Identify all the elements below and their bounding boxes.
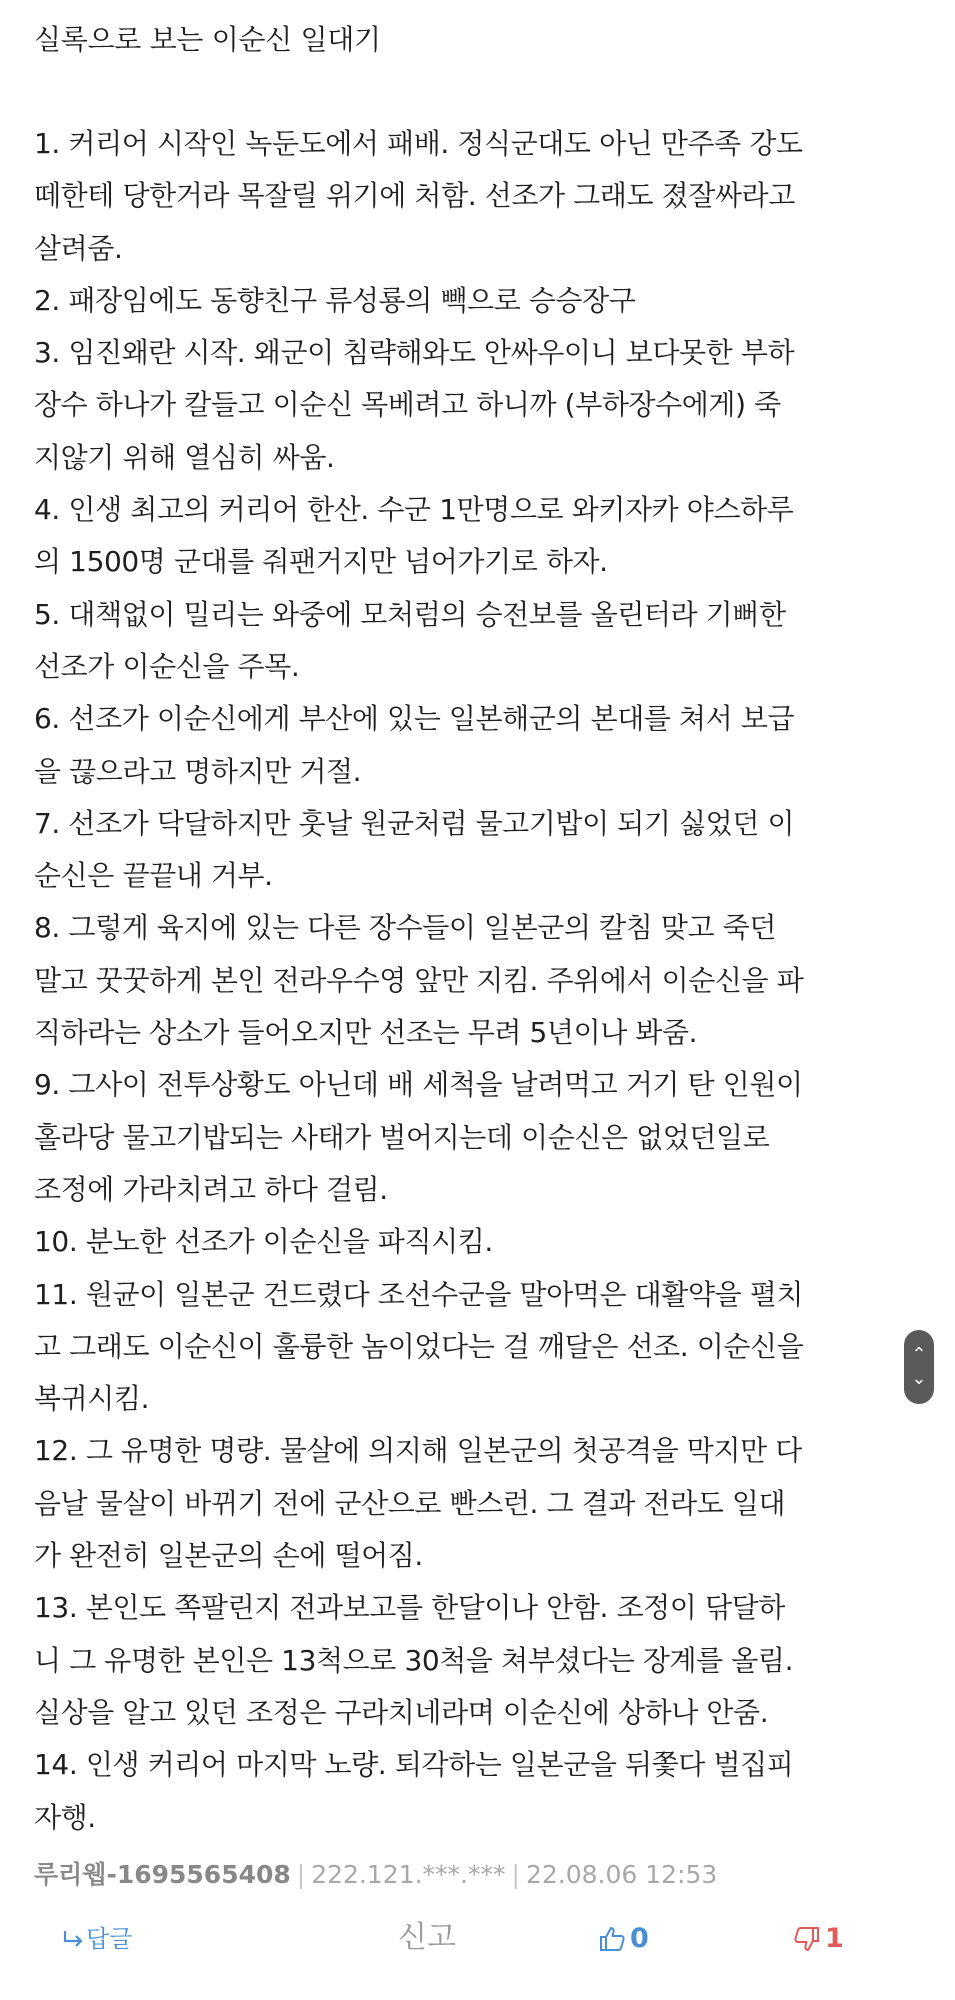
comment-meta bbox=[34, 1857, 914, 1893]
chevron-down-icon[interactable]: ⌄ bbox=[911, 1368, 927, 1389]
body-line: 9. 그사이 전투상황도 아닌데 배 세척을 날려먹고 거기 탄 인원이 bbox=[34, 1068, 803, 1102]
meta-divider: | bbox=[296, 1860, 306, 1889]
body-line: 1. 커리어 시작인 녹둔도에서 패배. 정식군대도 아닌 만주족 강도 bbox=[34, 127, 803, 160]
body-line: 니 그 유명한 본인은 13척으로 30척을 쳐부셨다는 장계를 올림. bbox=[34, 1643, 794, 1677]
body-line: 말고 꿋꿋하게 본인 전라우수영 앞만 지킴. 주위에서 이순신을 파 bbox=[34, 963, 804, 997]
blank-line bbox=[34, 66, 924, 118]
body-line: 순신은 끝끝내 거부. bbox=[34, 859, 273, 893]
body-line: 의 1500명 군대를 줘팬거지만 넘어가기로 하자. bbox=[34, 545, 608, 579]
ip-address: 222.121.***.*** bbox=[311, 1860, 506, 1889]
reply-arrow-icon bbox=[62, 1929, 84, 1949]
body-line: 7. 선조가 닥달하지만 훗날 원균처럼 물고기밥이 되기 싫었던 이 bbox=[34, 806, 795, 840]
body-line: 을 끊으라고 명하지만 거절. bbox=[34, 754, 362, 788]
body-line: 3. 임진왜란 시작. 왜군이 침략해와도 안싸우이니 보다못한 부하 bbox=[34, 336, 795, 370]
reply-label: 답글 bbox=[86, 1925, 133, 1953]
body-line: 직하라는 상소가 들어오지만 선조는 무려 5년이나 봐줌. bbox=[34, 1016, 698, 1050]
thumbs-down-icon bbox=[793, 1925, 821, 1953]
body-line: 12. 그 유명한 명량. 물살에 의지해 일본군의 첫공격을 막지만 다 bbox=[34, 1434, 802, 1468]
body-line: 11. 원균이 일본군 건드렸다 조선수군을 말아먹은 대활약을 펼치 bbox=[34, 1277, 804, 1311]
body-line: 조정에 가라치려고 하다 걸림. bbox=[34, 1172, 388, 1206]
body-line: 6. 선조가 이순신에게 부산에 있는 일본해군의 본대를 쳐서 보급 bbox=[34, 702, 795, 736]
body-line: 홀라당 물고기밥되는 사태가 벌어지는데 이순신은 없었던일로 bbox=[34, 1120, 770, 1154]
like-count: 0 bbox=[630, 1923, 649, 1954]
dislike-button[interactable] bbox=[793, 1920, 844, 1958]
dislike-count: 1 bbox=[825, 1923, 844, 1954]
body-line: 2. 패장임에도 동향친구 류성룡의 빽으로 승승장구 bbox=[34, 283, 636, 317]
comment-actions bbox=[0, 1910, 955, 1968]
chevron-up-icon[interactable]: ⌃ bbox=[911, 1344, 927, 1365]
thumbs-up-icon bbox=[598, 1925, 626, 1953]
body-line: 4. 인생 최고의 커리어 한산. 수군 1만명으로 와키자카 야스하루 bbox=[34, 493, 794, 527]
reply-button[interactable] bbox=[62, 1922, 132, 1956]
body-line: 살려줌. bbox=[34, 231, 123, 265]
body-line: 선조가 이순신을 주목. bbox=[34, 649, 300, 683]
body-line: 장수 하나가 칼들고 이순신 목베려고 하니까 (부하장수에게) 죽 bbox=[34, 388, 781, 422]
meta-divider: | bbox=[511, 1860, 520, 1889]
body-line: 복귀시킴. bbox=[34, 1382, 150, 1416]
body-line: 10. 분노한 선조가 이순신을 파직시킴. bbox=[34, 1225, 493, 1259]
author-name[interactable]: 루리웹-1695565408 bbox=[34, 1860, 291, 1889]
post-body bbox=[34, 118, 927, 1844]
report-button[interactable]: 신고 bbox=[398, 1920, 456, 1955]
body-line: 5. 대책없이 밀리는 와중에 모처럼의 승전보를 올린터라 기뻐한 bbox=[34, 597, 786, 631]
body-line: 고 그래도 이순신이 훌륭한 놈이었다는 걸 깨달은 선조. 이순신을 bbox=[34, 1329, 804, 1363]
body-line: 지않기 위해 열심히 싸움. bbox=[34, 440, 335, 474]
body-line: 13. 본인도 쪽팔린지 전과보고를 한달이나 안함. 조정이 닦달하 bbox=[34, 1591, 785, 1625]
like-button[interactable] bbox=[598, 1920, 649, 1958]
body-line: 음날 물살이 바뀌기 전에 군산으로 빤스런. 그 결과 전라도 일대 bbox=[34, 1486, 786, 1520]
post-content bbox=[34, 14, 927, 1844]
scroll-navigator[interactable] bbox=[904, 1330, 934, 1404]
body-line: 자행. bbox=[34, 1800, 96, 1834]
body-line: 실상을 알고 있던 조정은 구라치네라며 이순신에 상하나 안줌. bbox=[34, 1695, 769, 1729]
body-line: 14. 인생 커리어 마지막 노량. 퇴각하는 일본군을 뒤쫓다 벌집피 bbox=[34, 1748, 794, 1782]
body-line: 떼한테 당한거라 목잘릴 위기에 처함. 선조가 그래도 졌잘싸라고 bbox=[34, 179, 795, 213]
body-line: 8. 그렇게 육지에 있는 다른 장수들이 일본군의 칼침 맞고 죽던 bbox=[34, 911, 776, 945]
body-line: 가 완전히 일본군의 손에 떨어짐. bbox=[34, 1539, 423, 1573]
post-title: 실록으로 보는 이순신 일대기 bbox=[34, 23, 381, 56]
post-date: 22.08.06 12:53 bbox=[525, 1860, 718, 1889]
